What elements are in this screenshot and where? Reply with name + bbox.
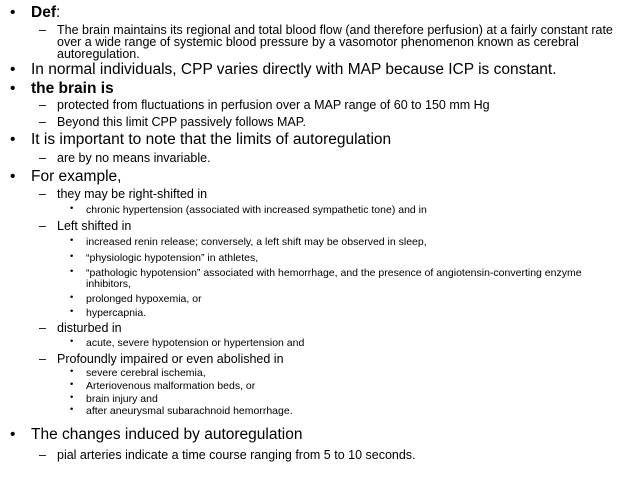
def-text-line: The brain maintains its regional and total blood flow (and therefore perfusion) at a fairly constant rate [57,23,613,38]
dash-marker: – [39,23,46,38]
bullet-marker: • [10,4,16,22]
sub-bullet-marker: • [70,403,74,415]
brain-is-heading: the brain is [31,79,114,97]
sub-bullet-marker: • [70,306,74,318]
acute-item: acute, severe hypotension or hypertension and [86,337,305,349]
pathologic-item-line: “pathologic hypotension” associated with hemorrhage, and the presence of angiotensin-converting enzyme [86,266,582,279]
hypercapnia-item: hypercapnia. [86,307,147,320]
left-shifted-text: Left shifted in [57,219,132,234]
def-label: Def [31,4,56,22]
for-example-heading: For example, [31,167,122,185]
dash-marker: – [39,186,46,201]
sub-bullet-marker: • [70,391,74,403]
beyond-limit-text: Beyond this limit CPP passively follows MAP. [57,114,306,129]
bullet-marker: • [10,79,16,97]
right-shifted-text: they may be right-shifted in [57,186,208,201]
def-heading [31,4,60,22]
dash-marker: – [39,351,46,366]
sah-item: after aneurysmal subarachnoid hemorrhage. [86,404,293,417]
sub-bullet-marker: • [70,336,74,347]
physiologic-item: “physiologic hypotension” in athletes, [86,251,259,264]
def-text-line: over a wide range of systemic blood pressure by a vasomotor phenomenon known as cerebral [57,35,579,50]
cpp-statement: In normal individuals, CPP varies directly with MAP because ICP is constant. [31,60,557,78]
pial-arteries-text: pial arteries indicate a time course ranging from 5 to 10 seconds. [57,448,416,462]
pathologic-item-line: inhibitors, [86,278,131,291]
sub-bullet-marker: • [70,365,74,377]
bullet-marker: • [10,426,16,443]
protected-text: protected from fluctuations in perfusion over a MAP range of 60 to 150 mm Hg [57,98,490,113]
dash-marker: – [39,150,46,165]
sub-bullet-marker: • [70,291,74,303]
ischemia-item: severe cerebral ischemia, [86,366,206,379]
dash-marker: – [39,448,46,462]
bullet-marker: • [10,60,16,78]
hypoxemia-item: prolonged hypoxemia, or [86,292,202,305]
def-colon: : [55,4,61,22]
sub-bullet-marker: • [70,202,74,214]
dash-marker: – [39,320,46,335]
sub-bullet-marker: • [70,250,74,262]
brain-injury-item: brain injury and [86,392,158,405]
changes-statement: The changes induced by autoregulation [31,426,303,443]
sub-bullet-marker: • [70,235,74,247]
avm-item: Arteriovenous malformation beds, or [86,379,256,392]
bullet-marker: • [10,130,16,148]
limits-statement: It is important to note that the limits of autoregulation [31,130,392,148]
bullet-marker: • [10,167,16,185]
chronic-hypertension-item: chronic hypertension (associated with increased sympathetic tone) and in [86,203,427,216]
def-text-line: autoregulation. [57,47,140,62]
dash-marker: – [39,114,46,129]
disturbed-text: disturbed in [57,320,122,335]
dash-marker: – [39,219,46,234]
profoundly-text: Profoundly impaired or even abolished in [57,351,284,366]
renin-item: increased renin release; conversely, a left shift may be observed in sleep, [86,236,427,249]
dash-marker: – [39,98,46,113]
sub-bullet-marker: • [70,265,74,277]
sub-bullet-marker: • [70,378,74,390]
invariable-text: are by no means invariable. [57,150,211,165]
